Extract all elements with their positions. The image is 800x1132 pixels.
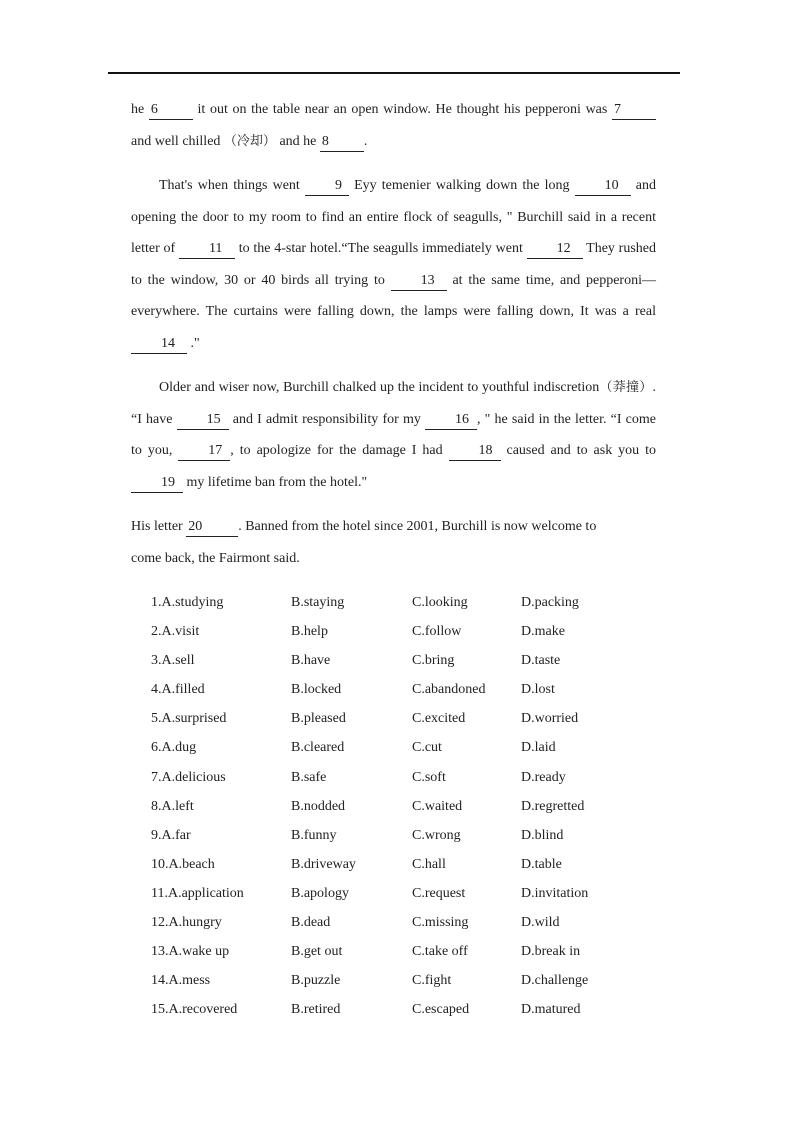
option-b: B.dead bbox=[291, 915, 331, 931]
paragraph-gap bbox=[131, 359, 656, 372]
chinese-gloss: （莽撞） bbox=[599, 380, 653, 395]
option-c: C.wrong bbox=[412, 827, 461, 843]
option-d: D.wild bbox=[521, 915, 560, 931]
option-b: B.apology bbox=[291, 885, 349, 901]
option-c: C.looking bbox=[412, 595, 468, 610]
answer-options bbox=[151, 595, 671, 1031]
option-b: B.puzzle bbox=[291, 973, 341, 989]
blank-8: 8 bbox=[320, 133, 364, 152]
option-c: C.hall bbox=[412, 856, 446, 872]
option-c: C.take off bbox=[412, 944, 468, 960]
option-b: B.get out bbox=[291, 944, 343, 960]
option-b: B.locked bbox=[291, 682, 342, 698]
option-row-14 bbox=[151, 973, 671, 1002]
option-c: C.fight bbox=[412, 973, 452, 989]
option-d: D.worried bbox=[521, 711, 579, 727]
blank-6: 6 bbox=[149, 101, 193, 120]
paragraph-4: His letter 20 . Banned from the hotel since 2001, Burchill is now welcome to come back, the Fairmont said. bbox=[131, 519, 597, 566]
option-d: D.challenge bbox=[521, 973, 589, 989]
option-c: C.follow bbox=[412, 624, 462, 640]
chinese-gloss: （冷却） bbox=[223, 133, 276, 149]
option-b: B.help bbox=[291, 624, 328, 640]
option-row-4 bbox=[151, 682, 671, 711]
blank-13: 13 bbox=[391, 272, 447, 291]
option-c: C.excited bbox=[412, 711, 466, 727]
option-b: B.safe bbox=[291, 769, 327, 785]
blank-15: 15 bbox=[177, 411, 229, 430]
option-row-8 bbox=[151, 799, 671, 828]
option-row-7 bbox=[151, 770, 671, 799]
option-row-5 bbox=[151, 711, 671, 740]
blank-19: 19 bbox=[131, 474, 183, 493]
option-b: B.staying bbox=[291, 595, 345, 610]
option-d: D.table bbox=[521, 856, 562, 872]
option-a: 9.A.far bbox=[151, 827, 191, 843]
option-a: 1.A.studying bbox=[151, 595, 224, 610]
blank-9: 9 bbox=[305, 177, 349, 196]
option-a: 10.A.beach bbox=[151, 856, 215, 872]
option-d: D.taste bbox=[521, 653, 561, 669]
option-b: B.retired bbox=[291, 1002, 341, 1018]
option-a: 2.A.visit bbox=[151, 624, 200, 640]
option-a: 12.A.hungry bbox=[151, 915, 222, 931]
option-d: D.lost bbox=[521, 682, 555, 698]
option-row-1 bbox=[151, 595, 671, 624]
option-a: 5.A.surprised bbox=[151, 711, 227, 727]
option-a: 11.A.application bbox=[151, 885, 244, 901]
option-c: C.bring bbox=[412, 653, 455, 669]
option-c: C.cut bbox=[412, 740, 442, 756]
paragraph-2: That's when things went 9 Eyy temenier walking down the long 10 and opening the door to my room to find an entire flock of seagulls, " Burchill said in a recent letter of 11 to the 4-star hotel.“The seagulls immediately went 12 They rushed to the window, 30 or 40 birds all trying to 13 at the same time, and pepperoni—everywhere. The curtains were falling down, the lamps were falling down, It was a real 14 ." bbox=[131, 170, 656, 359]
option-row-15 bbox=[151, 1002, 671, 1031]
option-row-9 bbox=[151, 828, 671, 857]
option-row-6 bbox=[151, 740, 671, 769]
header-rule bbox=[108, 72, 680, 74]
option-a: 14.A.mess bbox=[151, 973, 211, 989]
option-c: C.waited bbox=[412, 798, 463, 814]
blank-11: 11 bbox=[179, 240, 235, 259]
option-c: C.abandoned bbox=[412, 682, 486, 698]
option-d: D.matured bbox=[521, 1002, 581, 1018]
option-row-13 bbox=[151, 944, 671, 973]
blank-16: 16 bbox=[425, 411, 477, 430]
option-row-10 bbox=[151, 857, 671, 886]
option-b: B.cleared bbox=[291, 740, 345, 756]
option-c: C.escaped bbox=[412, 1002, 470, 1018]
option-d: D.blind bbox=[521, 827, 564, 843]
blank-14: 14 bbox=[131, 335, 187, 354]
option-c: C.soft bbox=[412, 769, 446, 785]
option-b: B.driveway bbox=[291, 856, 356, 872]
option-a: 6.A.dug bbox=[151, 740, 197, 756]
option-d: D.invitation bbox=[521, 885, 589, 901]
option-row-2 bbox=[151, 624, 671, 653]
option-b: B.funny bbox=[291, 827, 337, 843]
blank-17: 17 bbox=[178, 442, 230, 461]
blank-20: 20 bbox=[186, 518, 238, 537]
option-d: D.packing bbox=[521, 595, 579, 610]
option-b: B.pleased bbox=[291, 711, 346, 727]
option-row-11 bbox=[151, 886, 671, 915]
paragraph-gap bbox=[131, 498, 656, 511]
option-row-3 bbox=[151, 653, 671, 682]
paragraph-gap bbox=[131, 157, 656, 170]
option-a: 8.A.left bbox=[151, 798, 194, 814]
option-c: C.request bbox=[412, 885, 466, 901]
blank-7: 7 bbox=[612, 101, 656, 120]
paragraph-3: Older and wiser now, Burchill chalked up the incident to youthful indiscretion（莽撞）. “I have 15 and I admit responsibility for my 16 , " he said in the letter. “I come to you, 17 , to apologize for the damage I had 18 caused and to ask you to 19 my lifetime ban from the hotel." bbox=[131, 372, 656, 498]
option-d: D.laid bbox=[521, 740, 556, 756]
option-d: D.ready bbox=[521, 769, 566, 785]
blank-12: 12 bbox=[527, 240, 583, 259]
option-row-12 bbox=[151, 915, 671, 944]
blank-18: 18 bbox=[449, 442, 501, 461]
option-d: D.regretted bbox=[521, 798, 585, 814]
option-a: 4.A.filled bbox=[151, 682, 205, 698]
option-c: C.missing bbox=[412, 915, 469, 931]
option-d: D.make bbox=[521, 624, 565, 640]
option-a: 3.A.sell bbox=[151, 653, 195, 669]
option-b: B.have bbox=[291, 653, 331, 669]
paragraph-1: he 6 it out on the table near an open window. He thought his pepperoni was 7 and well chilled （冷却） and he 8 . bbox=[131, 94, 656, 157]
option-a: 13.A.wake up bbox=[151, 944, 230, 960]
blank-10: 10 bbox=[575, 177, 631, 196]
cloze-passage bbox=[131, 94, 656, 574]
option-a: 15.A.recovered bbox=[151, 1002, 238, 1018]
option-a: 7.A.delicious bbox=[151, 769, 226, 785]
option-b: B.nodded bbox=[291, 798, 346, 814]
option-d: D.break in bbox=[521, 944, 581, 960]
